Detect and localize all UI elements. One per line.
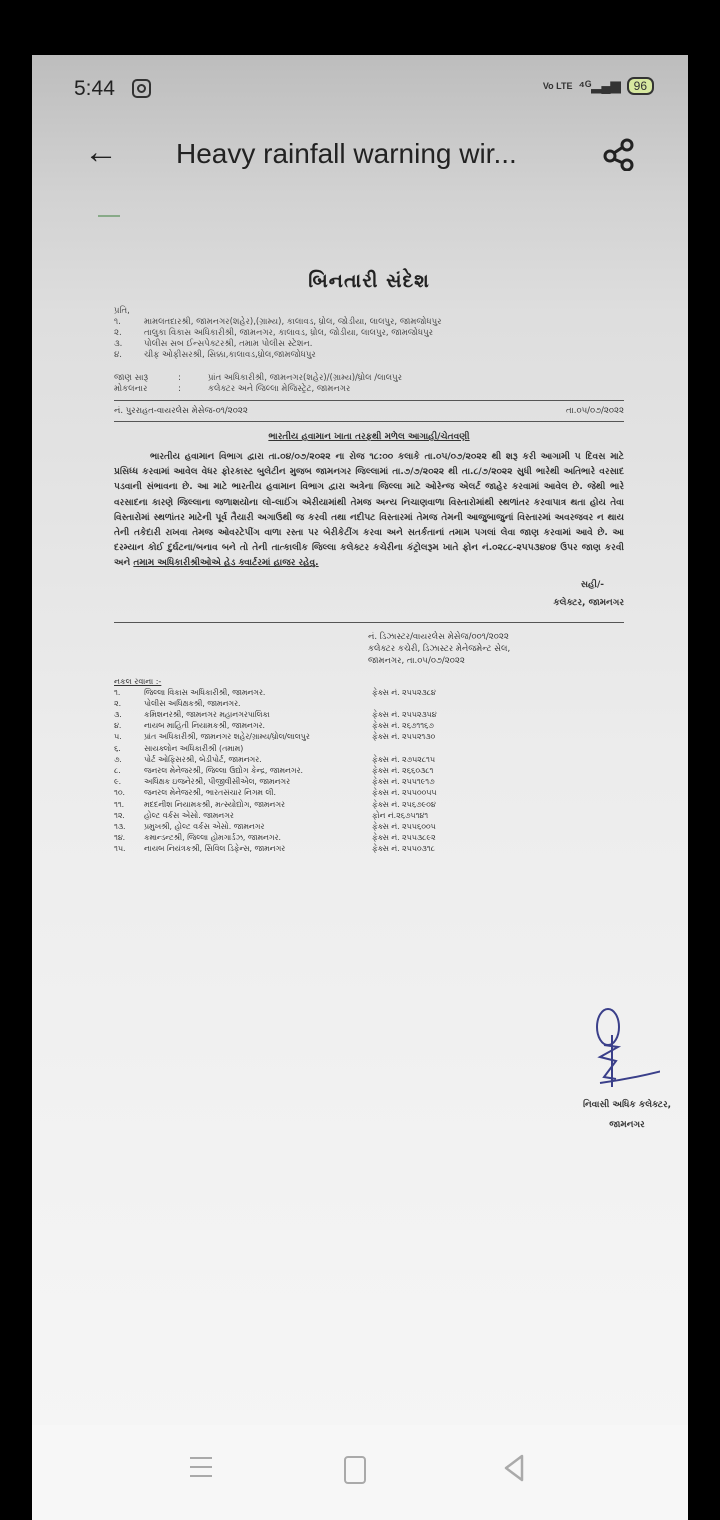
cc-name: જનરલ મેનેજરશ્રી, જિલ્લા ઉદ્યોગ કેન્દ્ર, જામનગર. — [144, 766, 303, 776]
cc-phone: ફેક્સ નં. ૨૫૫૨૩૮૪ — [372, 687, 436, 697]
body-paragraph — [114, 450, 624, 572]
cc-row — [114, 731, 624, 742]
copy-to-text: કલેક્ટર અને જિલ્લા મેજિસ્ટ્રેટ, જામનગર — [208, 384, 351, 394]
battery-icon: 96 — [627, 77, 654, 95]
clock: 5:44 — [74, 77, 115, 100]
signature-block — [114, 576, 624, 612]
copy-to-separator: : — [178, 373, 181, 383]
cc-label: નકલ રવાના :- — [114, 676, 162, 686]
cc-row — [114, 687, 624, 698]
cc-number: ૧૪. — [114, 833, 126, 843]
cc-phone: ફેક્સ નં. ૨૫૬૭૯૦૪ — [372, 799, 436, 809]
recipient-row — [114, 317, 624, 328]
signed-by: કલેક્ટર, જામનગર — [553, 597, 624, 608]
cc-name: કમાન્ડન્ટશ્રી, જિલ્લા હોમગાર્ડઝ, જામનગર. — [144, 833, 281, 843]
cc-name: નાયબ નિયંત્રકશ્રી, સિવિલ ડિફેન્સ, જામનગર — [144, 844, 286, 854]
cc-name: અધિક્ષક ઇજનેરશ્રી, પીજીવીસીએલ, જામનગર — [144, 777, 290, 787]
document-image — [114, 270, 672, 1130]
back-triangle-icon[interactable] — [502, 1453, 526, 1483]
cc-name: જનરલ મેનેજરશ્રી, ભારતસંચાર નિગમ લી. — [144, 788, 277, 798]
menu-icon[interactable] — [190, 1457, 212, 1484]
recipient-list — [114, 317, 624, 361]
cc-row — [114, 754, 624, 765]
cc-number: ૪. — [114, 721, 122, 731]
reference-block-line: જામનગર, તા.૦૫/૦૭/૨૦૨૨ — [368, 655, 465, 666]
instagram-icon — [132, 79, 151, 98]
signal-icon: ⁴ᴳ▂▄▆ — [578, 78, 621, 93]
recipient-row — [114, 328, 624, 339]
cc-name: કમિશનરશ્રી, જામનગર મહાનગરપાલિકા — [144, 710, 270, 720]
cc-number: ૫. — [114, 732, 122, 742]
signatory — [572, 1005, 682, 1135]
cc-row — [114, 720, 624, 731]
cc-number: ૧૫. — [114, 844, 126, 854]
copy-to-separator: : — [178, 384, 181, 394]
cc-phone: ફોન નં.૨૬૭૫૧૪૧ — [372, 810, 429, 820]
cc-row — [114, 765, 624, 776]
divider — [114, 400, 624, 401]
cc-phone: ફેક્સ નં. ૨૬૭૧૧૬૭ — [372, 721, 434, 731]
cc-row — [114, 799, 624, 810]
cc-number: ૧. — [114, 687, 121, 697]
cc-name: પ્રાંત અધિકારીશ્રી, જામનગર શહેર/ગ્રામ્ય/ધ્રોલ/લાલપુર — [144, 732, 310, 742]
home-icon[interactable] — [344, 1456, 366, 1484]
cc-row — [114, 787, 624, 798]
recipient-row — [114, 339, 624, 350]
cc-number: ૧૧. — [114, 799, 125, 809]
recipient-number: ૪. — [114, 350, 122, 360]
cc-phone: ફેક્સ નં. ૨૫૫૧૯૧૭ — [372, 777, 435, 787]
signatory-place: જામનગર — [609, 1120, 645, 1130]
cc-name: પોર્ટ ઓફિસરશ્રી, બેડીપોર્ટ, જામનગર. — [144, 754, 262, 764]
document-title: બિનતારી સંદેશ — [308, 270, 430, 292]
cc-number: ૧૨. — [114, 810, 125, 820]
recipient-number: ૧. — [114, 317, 121, 327]
share-icon[interactable] — [602, 137, 636, 171]
cc-row — [114, 709, 624, 720]
page-title: Heavy rainfall warning wir... — [176, 138, 517, 169]
cc-number: ૬. — [114, 743, 121, 753]
cc-phone: ફેક્સ નં. ૨૫૫૨૩૫૪ — [372, 710, 437, 720]
cc-number: ૧૦. — [114, 788, 125, 798]
cc-row — [114, 776, 624, 787]
divider — [114, 421, 624, 422]
cc-phone: ફેક્સ નં. ૨૫૫૦૦૫૫ — [372, 788, 437, 798]
reference-date: તા.૦૫/૦૭/૨૦૨૨ — [566, 406, 624, 416]
copy-to-text: પ્રાંત અધિકારીશ્રી, જામનગર(શહેર)/(ગ્રામ્ય)/ધ્રોલ /લાલપુર — [208, 373, 402, 383]
cc-number: ૩. — [114, 710, 122, 720]
cc-row — [114, 832, 624, 843]
system-icons — [543, 77, 654, 95]
cc-phone: ફેક્સ નં. ૨૫૫૩૮૯૨ — [372, 833, 436, 843]
copy-to-row — [114, 373, 624, 384]
body-text: ભારતીય હવામાન વિભાગ દ્વારા તા.૦૪/૦૭/૨૦૨૨ ના રોજ ૧૮:૦૦ કલાકે તા.૦૫/૦૭/૨૦૨૨ થી શરૂ કરી આગામી ૫ દિવસ માટે પ્રસિધ્ધ કરવામાં આવેલ વેધર ફોરકાસ્ટ બુલેટીન મુજબ જામનગર જિલ્લામાં તા.૭/૭/૨૦૨૨ થી તા.૮/૭/૨૦૨૨ સુધી ભારેથી અતિભારે વરસાદ પડવાની સંભાવના છે. આ માટે ભારતીય હવામાન વિભાગ દ્વારા અત્રેના જિલ્લા માટે ઓરેન્જ એલર્ટ જાહેર કરવામાં આવેલ છે. જેથી ભારે વરસાદના કારણે જિલ્લાના જળાશયોના લો-લાઈંગ એરીયામાંથી તેમજ અન્ય નિચાણવાળા વિસ્તારોમાંથી સ્થળાંતર કરવાપાત્ર થતા હોય તેવા વિસ્તારોમાં સ્થળાંતર માટેની પૂર્વ તૈયારી અગાઉથી જ કરવી તથા નદીપટ વિસ્તારમાં તેમજ તેમની આજુબાજુનાં વિસ્તારમાં અવરજવર ન થાય તેની તકેદારી રાખવા તેમજ ઓવરટેપીંગ વાળા રસ્તા પર બેરીકેટીંગ કરવા અને સતર્કતાનાં તમામ પગલાં લેવા જાણ કરવામાં આવે છે. આ દરમ્યાન કોઈ દુર્ઘટના/બનાવ બને તો તેની તાત્કાલીક જિલ્લા કલેક્ટર કચેરીના કંટ્રોલરૂમ ખાતે ફોન નં.૦૨૮૮-૨૫૫૩૪૦૪ ઉપર જાણ કરવી અને — [114, 452, 624, 569]
signed-mark: સહી/- — [580, 579, 604, 590]
status-bar — [32, 55, 688, 115]
copy-to-label: મોકલનાર — [114, 384, 148, 394]
copy-to-row — [114, 384, 624, 395]
copy-to-label: જાણ સારૂ — [114, 373, 149, 383]
subject: ભારતીય હવામાન ખાતા તરફથી મળેલ આગાહી/ચેતવણી — [268, 432, 470, 442]
volte-icon: Vo LTE — [542, 80, 573, 91]
cc-name: નાયબ માહિતી નિયામકશ્રી, જામનગર. — [144, 721, 266, 731]
reference-block — [368, 631, 624, 667]
divider — [114, 622, 624, 623]
page-marker — [98, 215, 120, 217]
app-bar — [32, 125, 688, 185]
reference-line — [114, 406, 624, 416]
cc-name: મદદનીશ નિયામકશ્રી, મત્સ્યોદ્યોગ, જામનગર — [144, 799, 285, 809]
cc-phone: ફેક્સ નં. ૨૫૫૬૦૦૫ — [372, 822, 436, 832]
cc-name: હોલ્ટ વર્કસ એસો. જામનગર — [144, 810, 234, 820]
body-emphasis: તમામ અધિકારીશ્રીઓએ હેડ ક્વાર્ટરમાં હાજર રહેવુ. — [133, 558, 319, 569]
recipient-number: ૨. — [114, 328, 122, 338]
reference-block-line: નં. ડિઝાસ્ટર/વાયરલેસ મેસેજ/૦૦૧/૨૦૨૨ — [368, 631, 509, 642]
cc-phone: ફેક્સ નં. ૨૫૫૨૧૩૦ — [372, 732, 436, 742]
cc-list — [114, 687, 624, 855]
reference-number: નં. પુરરાહત-વાયરલેસ મેસેજ-૦૧/૨૦૨૨ — [114, 406, 248, 416]
cc-number: ૮. — [114, 766, 121, 776]
cc-number: ૨. — [114, 698, 122, 708]
signatory-title: નિવાસી અધિક કલેક્ટર, — [582, 1100, 672, 1110]
recipient-text: મામલતદારશ્રી, જામનગર(શહેર),(ગ્રામ્ય), કાલાવડ, ધ્રોલ, જોડીયા, લાલપુર, જામજોધપુર — [144, 317, 442, 327]
recipient-row — [114, 350, 624, 361]
to-label: પ્રતિ, — [114, 306, 130, 316]
cc-row — [114, 821, 624, 832]
recipient-text: ચીફ ઓફીસરશ્રી, સિક્કા,કાલાવડ,ધ્રોલ,જામજોધપુર — [144, 350, 316, 360]
navigation-bar — [32, 1425, 688, 1520]
cc-number: ૯. — [114, 777, 122, 787]
reference-block-line: કલેક્ટર કચેરી, ડિઝાસ્ટર મેનેજમેન્ટ સેલ, — [368, 643, 511, 654]
recipient-text: તાલુકા વિકાસ અધિકારીશ્રી, જામનગર, કાલાવડ, ધ્રોલ, જોડીયા, લાલપુર, જામજોધપુર — [144, 328, 433, 338]
cc-row — [114, 743, 624, 754]
signature-icon — [590, 1005, 660, 1095]
cc-row — [114, 843, 624, 854]
phone-screen — [32, 55, 688, 1520]
cc-phone: ફેક્સ નં. ૨૭૫૨૮૧૫ — [372, 754, 435, 764]
recipient-number: ૩. — [114, 339, 123, 349]
cc-number: ૭. — [114, 754, 122, 764]
arrow-left-icon[interactable]: ← — [84, 133, 118, 171]
cc-phone: ફેક્સ નં. ૨૬૬૦૩૮૧ — [372, 766, 434, 776]
cc-name: જિલ્લા વિકાસ અધિકારીશ્રી, જામનગર. — [144, 687, 266, 697]
cc-name: પ્રમુખશ્રી, હોલ્ટ વર્કસ એસો. જામનગર — [144, 822, 265, 832]
cc-row — [114, 810, 624, 821]
copy-to-block — [114, 373, 624, 395]
cc-row — [114, 698, 624, 709]
cc-phone: ફેક્સ નં. ૨૫૫૦૩૧૮ — [372, 844, 435, 854]
cc-name: પોલીસ અધિક્ષકશ્રી, જામનગર. — [144, 698, 241, 708]
cc-name: સાયક્લોન અધિકારીશ્રી (તમામ) — [144, 743, 244, 753]
cc-number: ૧૩. — [114, 822, 126, 832]
recipient-text: પોલીસ સબ ઈન્સપેક્ટરશ્રી, તમામ પોલીસ સ્ટેશન. — [144, 339, 313, 349]
